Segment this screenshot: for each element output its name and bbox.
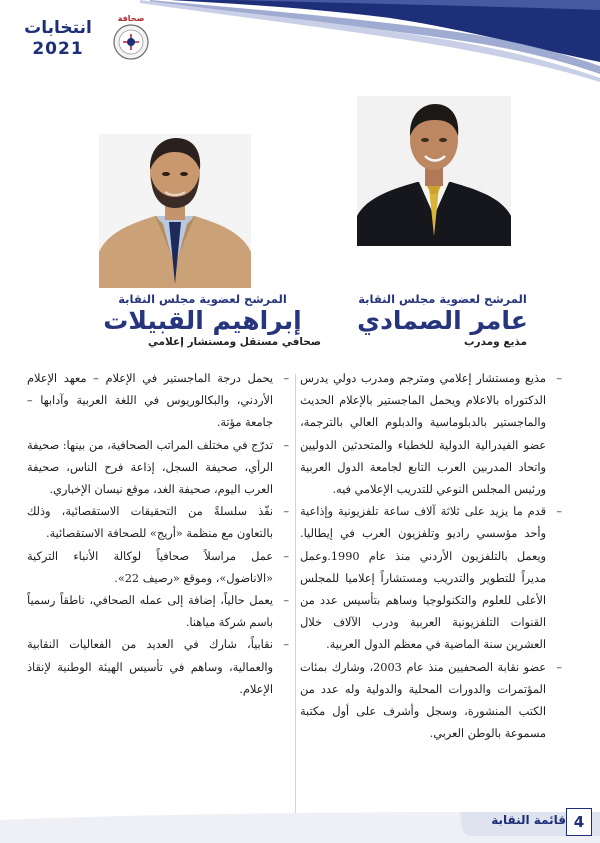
page-number: 4 xyxy=(566,808,592,836)
bio-item: – قدم ما يزيد على ثلاثة آلاف ساعة تلفزيونية وإذاعية وأحد مؤسسي راديو وتلفزيون العرب في إيطاليا. ويعمل بالتلفزيون الأردني منذ عام 1990.وعمل مديراً للتطوير والتدريب ومستشاراً إعلاميا للمجلس الأعلى للعلوم والتكنولوجيا وساهم بتأسيس عدد من القنوات التلفزيونية العربية ودرب الآلاف خلال العشرين سنة الماضية في معظم الدول العربية. xyxy=(300,501,562,656)
column-divider xyxy=(295,374,296,814)
candidate-role: المرشح لعضوية مجلس النقابة xyxy=(118,292,287,306)
candidate-heading-right xyxy=(320,292,565,348)
bio-item: – عمل مراسلاً صحافياً لوكالة الأنباء التركية «الاناضول»، وموقع «رصيف 22». xyxy=(27,546,289,590)
candidate-role: المرشح لعضوية مجلس النقابة xyxy=(358,292,527,306)
bio-item: – عضو نقابة الصحفيين منذ عام 2003، وشارك بمئات المؤتمرات والدورات المحلية والدولية وله عدد من الكتب المنشورة، وسجل وأشرف على أول مكتبة مسموعة بالوطن العربي. xyxy=(300,657,562,746)
bio-item: – تدرّج في مختلف المراتب الصحافية، من بينها: صحيفة الرأي، صحيفة السجل، إذاعة فرح الناس، صحيفة العرب اليوم، صحيفة الغد، موقع نيسان الإخباري. xyxy=(27,435,289,502)
bio-item: – يحمل درجة الماجستير في الإعلام – معهد الإعلام الأردني، والبكالوريوس في اللغة العربية وآدابها – جامعة مؤتة. xyxy=(27,368,289,435)
bio-item: – مذيع ومستشار إعلامي ومترجم ومدرب دولي يدرس الدكتوراه بالاعلام ويحمل الماجستير بالإعلام الحديث والماجستير بالدبلوماسية والدبلوم العالي بالترجمة، عضو الفيدرالية الدولية للخطباء والمتحدثين الدوليين واتحاد المدربين العرب التابع لجامعة الدول العربية ورئيس المجلس النوعي للتدريب الإعلامي فيه. xyxy=(300,368,562,501)
candidate-name: عامر الصمادي xyxy=(357,306,528,335)
candidate-name: إبراهيم القبيلات xyxy=(103,306,302,335)
candidate-subtitle: صحافي مستقل ومستشار إعلامي xyxy=(147,336,321,348)
elections-title xyxy=(18,18,98,60)
candidate-heading-left xyxy=(80,292,325,348)
logo-text: صحافة xyxy=(117,14,145,23)
syndicate-logo xyxy=(108,12,154,64)
bio-item: – نقابياً، شارك في العديد من الفعاليات النقابية والعمالية، وساهم في تأسيس الهيئة الوطنية لإنقاذ الإعلام. xyxy=(27,634,289,701)
bio-item: – نفّذ سلسلةً من التحقيقات الاستقصائية، وذلك بالتعاون مع منظمة «أريج» للصحافة الاستقصائية. xyxy=(27,501,289,545)
bio-item: – يعمل حالياً، إضافة إلى عمله الصحافي، ناطقاً رسمياً باسم شركة مياهنا. xyxy=(27,590,289,634)
elections-word: انتخابات xyxy=(24,18,92,38)
candidate-photo-right xyxy=(357,96,511,246)
candidate-subtitle: مذيع ومدرب xyxy=(463,336,527,348)
footer-label: قائمة النقابة xyxy=(491,813,566,827)
bio-column-left xyxy=(27,368,289,701)
elections-year: 2021 xyxy=(32,39,84,59)
bio-column-right xyxy=(300,368,562,745)
candidate-photo-left xyxy=(99,134,251,288)
